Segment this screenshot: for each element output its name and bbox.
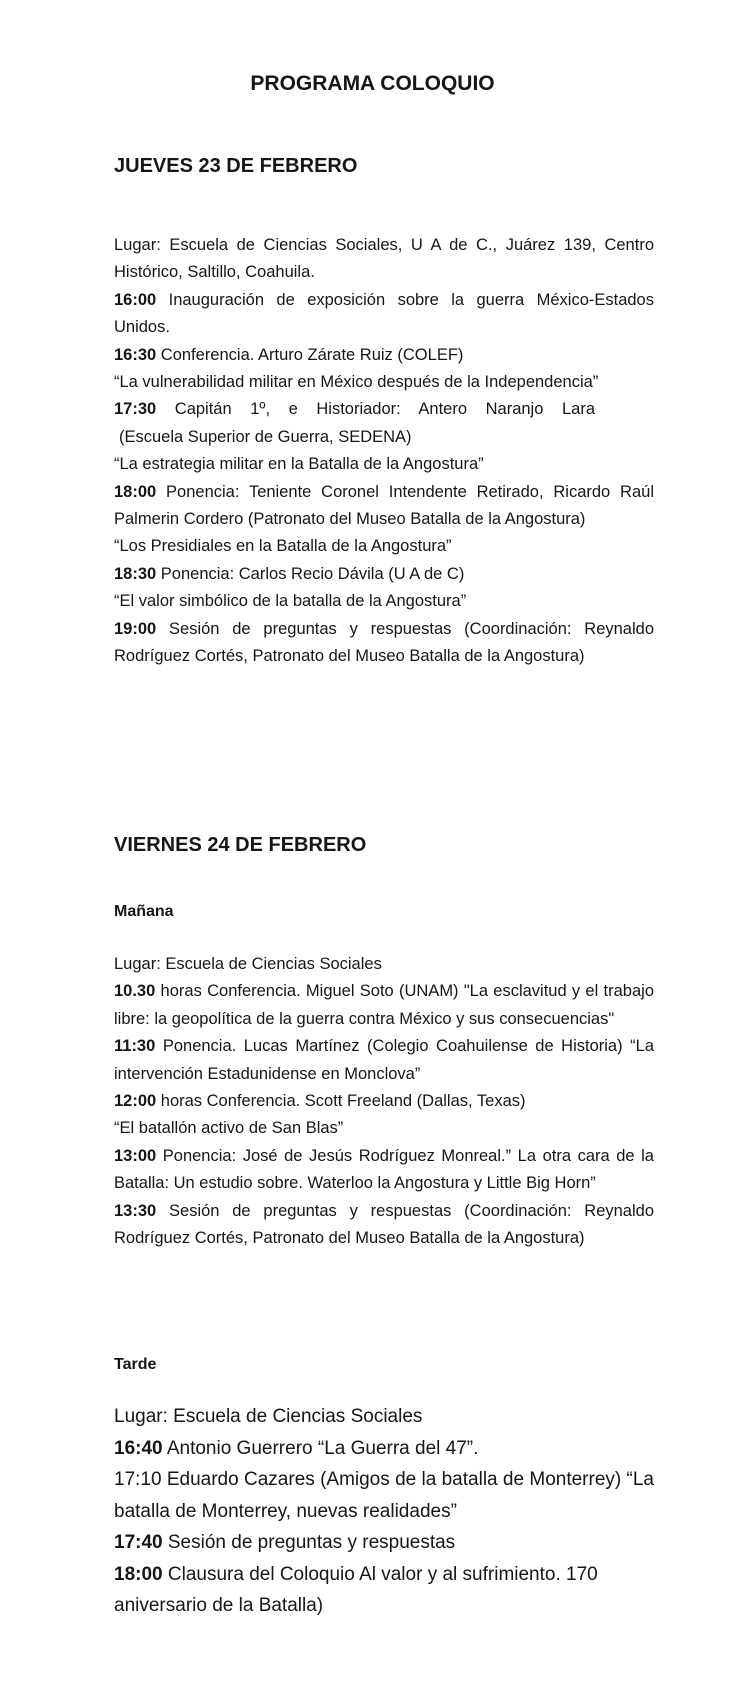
schedule-item — [114, 1527, 654, 1559]
item-text: Ponencia: José de Jesús Rodríguez Monreal.” La otra cara de la Batalla: Un estudio sobre. Waterloo la Angostura y Little Big Horn” — [114, 1146, 654, 1193]
day-heading-thursday: JUEVES 23 DE FEBRERO — [114, 155, 358, 177]
schedule-item — [114, 1033, 654, 1088]
thursday-schedule — [114, 232, 654, 671]
schedule-item — [114, 396, 654, 423]
venue-line: Lugar: Escuela de Ciencias Sociales — [114, 955, 382, 973]
item-time: 13:30 — [114, 1201, 157, 1220]
item-text: Sesión de preguntas y respuestas (Coordinación: Reynaldo Rodríguez Cortés, Patronato del Museo Batalla de la Angostura) — [114, 1201, 654, 1248]
item-text: Ponencia. Lucas Martínez (Colegio Coahuilense de Historia) “La intervención Estadunidense en Monclova” — [114, 1037, 654, 1083]
item-text: “Los Presidiales en la Batalla de la Angostura” — [114, 537, 452, 556]
schedule-item — [114, 616, 654, 671]
schedule-item — [114, 1559, 654, 1622]
schedule-item — [114, 479, 654, 534]
item-text: Sesión de preguntas y respuestas — [162, 1532, 456, 1553]
item-time: 18:30 — [114, 564, 157, 583]
item-text: “El batallón activo de San Blas” — [114, 1119, 344, 1138]
item-time: 10.30 — [114, 982, 156, 1001]
schedule-item — [114, 342, 654, 369]
item-time: 16:00 — [114, 290, 157, 309]
schedule-item — [114, 561, 654, 588]
schedule-item — [114, 424, 654, 451]
item-text: Clausura del Coloquio Al valor y al sufrimiento. 170 aniversario de la Batalla) — [114, 1563, 598, 1616]
schedule-item — [114, 451, 654, 478]
item-text: Ponencia: Teniente Coronel Intendente Retirado, Ricardo Raúl Palmerin Cordero (Patronato del Museo Batalla de la Angostura) — [114, 482, 654, 529]
venue-line: Lugar: Escuela de Ciencias Sociales — [114, 1406, 423, 1427]
schedule-item — [114, 1088, 654, 1115]
item-text: Ponencia: Carlos Recio Dávila (U A de C) — [156, 564, 465, 583]
item-time: 16:30 — [114, 345, 157, 364]
item-time: 16:40 — [114, 1437, 163, 1459]
item-text: “La estrategia militar en la Batalla de la Angostura” — [114, 455, 484, 474]
item-time: 17:40 — [114, 1532, 163, 1553]
item-text: Antonio Guerrero “La Guerra del 47”. — [162, 1437, 479, 1459]
schedule-item — [114, 1115, 654, 1142]
schedule-item — [114, 1198, 654, 1253]
item-time: 18:00 — [114, 1563, 163, 1585]
schedule-item — [114, 533, 654, 560]
schedule-item — [114, 369, 654, 396]
schedule-item — [114, 287, 654, 342]
item-time: 12:00 — [114, 1092, 157, 1111]
session-label-morning: Mañana — [114, 903, 174, 920]
session-label-afternoon: Tarde — [114, 1356, 157, 1373]
day-heading-friday: VIERNES 24 DE FEBRERO — [114, 834, 367, 856]
item-text: Conferencia. Arturo Zárate Ruiz (COLEF) — [156, 345, 464, 364]
item-text: 17:10 Eduardo Cazares (Amigos de la batalla de Monterrey) “La batalla de Monterrey, nuevas realidades” — [114, 1469, 654, 1522]
page-title: PROGRAMA COLOQUIO — [250, 72, 495, 95]
item-text: Sesión de preguntas y respuestas (Coordinación: Reynaldo Rodríguez Cortés, Patronato del Museo Batalla de la Angostura) — [114, 619, 654, 666]
item-text: horas Conferencia. Miguel Soto (UNAM) "La esclavitud y el trabajo libre: la geopolítica de la guerra contra México y sus consecuencias" — [114, 982, 654, 1028]
item-time: 18:00 — [114, 482, 157, 501]
schedule-item — [114, 1464, 654, 1527]
friday-afternoon-schedule — [114, 1401, 654, 1622]
schedule-item — [114, 978, 654, 1033]
item-text: “El valor simbólico de la batalla de la Angostura” — [114, 592, 467, 611]
item-text: Capitán 1º, e Historiador: Antero Naranjo Lara — [156, 400, 595, 419]
friday-morning-schedule — [114, 951, 654, 1252]
item-time: 17:30 — [114, 400, 157, 419]
item-text: (Escuela Superior de Guerra, SEDENA) — [119, 427, 412, 446]
venue-line: Lugar: Escuela de Ciencias Sociales, U A de C., Juárez 139, Centro Histórico, Saltillo, Coahuila. — [114, 236, 654, 282]
item-text: Inauguración de exposición sobre la guerra México-Estados Unidos. — [114, 290, 654, 337]
schedule-item — [114, 1433, 654, 1465]
item-text: “La vulnerabilidad militar en México después de la Independencia” — [114, 373, 599, 392]
item-time: 19:00 — [114, 619, 157, 638]
schedule-item — [114, 1143, 654, 1198]
item-time: 11:30 — [114, 1037, 156, 1056]
item-text: horas Conferencia. Scott Freeland (Dallas, Texas) — [156, 1092, 526, 1111]
schedule-item — [114, 588, 654, 615]
item-time: 13:00 — [114, 1146, 157, 1165]
